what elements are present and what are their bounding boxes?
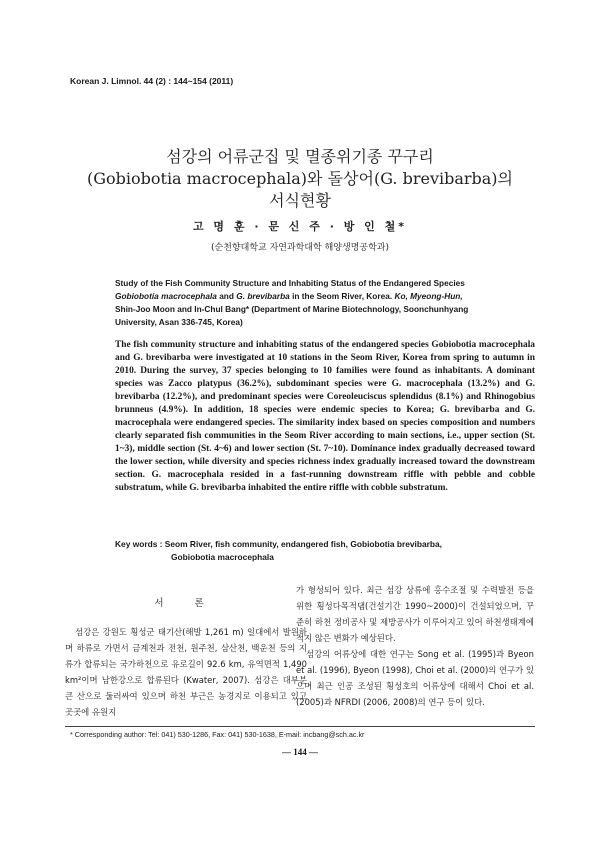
left-column: [65, 580, 307, 720]
title-location: in the Seom River, Korea.: [289, 291, 393, 301]
english-authors-first: Ko, Myeong-Hun,: [392, 291, 463, 301]
english-authors-line: Shin-Joo Moon and In-Chul Bang* (Department of Marine Biotechnology, Soonchunhyang: [115, 304, 469, 314]
korean-affiliation: (순천향대학교 자연과학대학 해양생명공학과): [211, 243, 389, 253]
intro-paragraph-2: 가 형성되어 있다. 최근 섬강 상류에 홍수조절 및 수력발전 등을 위한 횡성다목적댐(건설기간 1990~2000)이 건설되었으며, 꾸준히 하천 정비공사 및 제방공사가 이루어지고 있어 하천생태계에 적지 않은 변화가 예상된다.: [296, 585, 534, 643]
keywords-line-2: Gobiobotia macrocephala: [171, 552, 274, 562]
english-title-line-1: Study of the Fish Community Structure and Inhabiting Status of the Endangered Species: [115, 278, 465, 288]
abstract: The fish community structure and inhabiting status of the endangered species Gobiobotia macrocephala and G. brevibarba were investigated at 10 stations in the Seom River, Korea from spring to autumn in 2010. During the survey, 37 species belonging to 10 families were found as inhabitants. A dominant species was Zacco platypus (36.2%), subdominant species were G. macrocephala (13.2%) and G. brevibarba (12.2%), and predominant species were Coreoleuciscus splendidus (8.1%) and Rhinogobius brunneus (4.9%). In addition, 18 species were endemic species to Korea; G. brevibarba and G. macrocephala were endangered species. The similarity index based on species composition and numbers clearly separated fish communities in the Seom River according to main sections, i.e., upper section (St. 1~3), middle section (St. 4~6) and lower section (St. 7~10). Dominance index gradually decreased toward the lower section, while diversity and species richness index gradually increased toward the downstream section. G. macrocephala resided in a fast-running downstream riffle with pebble and cobble substratum, while G. brevibarba inhabited the entire riffle with cobble substratum.: [115, 340, 535, 493]
species-name-2: G. brevibarba: [236, 291, 290, 301]
korean-title-line-1: 섬강의 어류군집 및 멸종위기종 꾸구리: [166, 147, 434, 166]
korean-title: [60, 146, 540, 212]
species-name-1: Gobiobotia macrocephala: [115, 291, 217, 301]
english-affiliation-line: University, Asan 336-745, Korea): [115, 317, 243, 327]
english-title-line-2: [115, 290, 535, 303]
intro-paragraph-3: 섬강의 어류상에 대한 연구는 Song et al. (1995)과 Byeon et al. (1996), Byeon (1998), Choi et al. (2000)의 연구가 있으며 최근 인공 조성된 횡성호의 어류상에 대해서 Choi et al. (2005)과 NFRDI (2006, 2008)의 연구 등이 있다.: [296, 649, 534, 707]
right-column: [296, 582, 534, 710]
page-number: — 144 —: [282, 747, 318, 757]
korean-title-line-3: 서식현황: [269, 191, 331, 210]
english-title-block: [115, 277, 535, 329]
intro-paragraph-1: 섬강은 강원도 횡성군 태기산(해발 1,261 m) 일대에서 발원하며 하류로 가면서 금계천과 전천, 원주천, 삼산천, 백운천 등의 지류가 합류되는 국가하천으로 유로길이 92.6 km, 유역면적 1,490 km²이며 남한강으로 합류된다 (Kwater, 2007). 섬강은 대부분 큰 산으로 둘러싸여 있으며 하천 부근은 농경지로 이용되고 있고 곳곳에 유원지: [65, 627, 307, 717]
keywords-line-1: Key words : Seom River, fish community, endangered fish, Gobiobotia brevibarba,: [115, 539, 442, 549]
korean-title-line-2: (Gobiobotia macrocephala)와 돌상어(G. brevibarba)의: [86, 169, 514, 188]
corresponding-author-footnote: * Corresponding author: Tel: 041) 530-1286, Fax: 041) 530-1638, E-mail: incbang@sch.ac.kr: [70, 730, 365, 739]
keywords: [115, 538, 535, 564]
footnote-divider: [65, 726, 535, 727]
journal-reference: Korean J. Limnol. 44 (2) : 144~154 (2011): [70, 76, 234, 86]
title-conjunction: and: [216, 291, 237, 301]
korean-authors: 고 명 훈 · 문 신 주 · 방 인 철*: [192, 220, 408, 233]
section-heading: 서 론: [154, 598, 218, 609]
